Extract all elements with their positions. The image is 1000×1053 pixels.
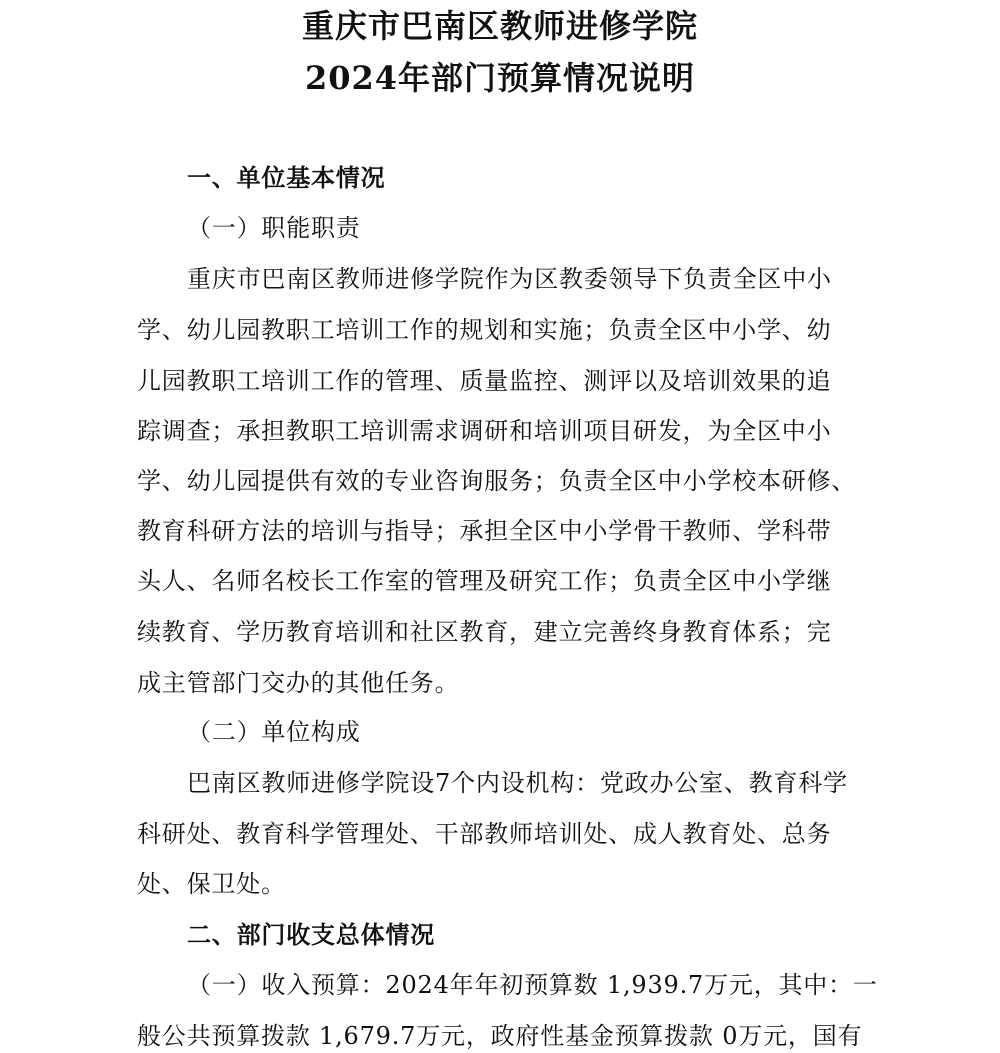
paragraph-line: 处、保卫处。 xyxy=(137,870,286,898)
paragraph-line: 续教育、学历教育培训和社区教育，建立完善终身教育体系；完 xyxy=(137,618,832,646)
paragraph-line: （一）收入预算：2024年年初预算数 1,939.7万元，其中：一 xyxy=(187,971,878,999)
section-heading-basic-info: 一、单位基本情况 xyxy=(187,163,386,192)
paragraph-line: 学、幼儿园提供有效的专业咨询服务；负责全区中小学校本研修、 xyxy=(137,467,857,495)
document-title-line-1: 重庆市巴南区教师进修学院 xyxy=(301,7,698,45)
paragraph-line: 教育科研方法的培训与指导；承担全区中小学骨干教师、学科带 xyxy=(137,517,832,545)
subsection-heading-functions: （一）职能职责 xyxy=(187,214,361,242)
paragraph-line: 成主管部门交办的其他任务。 xyxy=(137,669,460,697)
paragraph-line: 头人、名师名校长工作室的管理及研究工作；负责全区中小学继 xyxy=(137,567,832,595)
paragraph-line: 儿园教职工培训工作的管理、质量监控、测评以及培训效果的追 xyxy=(137,367,832,395)
paragraph-line: 科研处、教育科学管理处、干部教师培训处、成人教育处、总务 xyxy=(137,820,832,848)
section-heading-budget-overview: 二、部门收支总体情况 xyxy=(187,920,435,949)
paragraph-line: 学、幼儿园教职工培训工作的规划和实施；负责全区中小学、幼 xyxy=(137,316,832,344)
paragraph-line: 般公共预算拨款 1,679.7万元，政府性基金预算拨款 0万元，国有 xyxy=(137,1022,863,1050)
subsection-heading-structure: （二）单位构成 xyxy=(187,718,361,746)
paragraph-line: 巴南区教师进修学院设7个内设机构：党政办公室、教育科学 xyxy=(187,769,848,797)
document-title-line-2: 2024年部门预算情况说明 xyxy=(304,59,696,97)
paragraph-line: 重庆市巴南区教师进修学院作为区教委领导下负责全区中小 xyxy=(187,265,832,293)
paragraph-line: 踪调查；承担教职工培训需求调研和培训项目研发，为全区中小 xyxy=(137,417,832,445)
